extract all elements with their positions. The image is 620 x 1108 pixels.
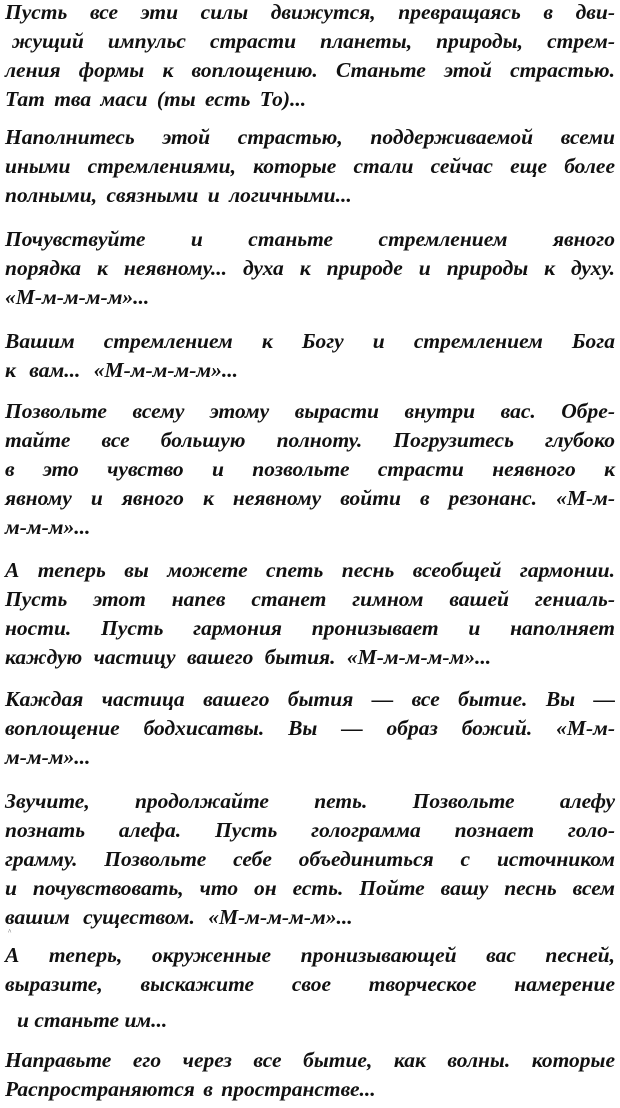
text-line: жущий импульс страсти планеты, природы, стрем- [12, 29, 615, 53]
text-line: Почувствуйте и станьте стремлением явного [5, 227, 615, 251]
text-line: «М-м-м-м-м»... [5, 285, 150, 309]
text-line: тайте все большую полноту. Погрузитесь глубоко [5, 428, 615, 452]
text-line: и почувствовать, что он есть. Пойте вашу песнь всем [5, 876, 615, 900]
text-line: и станьте им... [17, 1008, 168, 1032]
text-line: иными стремлениями, которые стали сейчас еще более [5, 154, 615, 178]
text-line: воплощение бодхисатвы. Вы — образ божий. «М-м- [5, 716, 615, 740]
text-line: Направьте его через все бытие, как волны. которые [5, 1048, 615, 1072]
text-line: м-м-м»... [5, 745, 91, 769]
text-line: порядка к неявному... духа к природе и природы к духу. [5, 256, 615, 280]
text-line: вашим существом. «М-м-м-м-м»... [5, 905, 353, 929]
text-line: каждую частицу вашего бытия. «М-м-м-м-м»... [5, 645, 492, 669]
text-line: полными, связными и логичными... [5, 183, 352, 207]
text-line: в это чувство и позвольте страсти неявного к [5, 457, 615, 481]
text-line: м-м-м»... [5, 515, 91, 539]
text-line: А теперь, окруженные пронизывающей вас песней, [5, 943, 615, 967]
text-line: Пусть все эти силы движутся, превращаясь в дви- [5, 0, 615, 24]
text-line: ности. Пусть гармония пронизывает и наполняет [5, 616, 615, 640]
text-line: Тат тва маси (ты есть То)... [5, 87, 307, 111]
text-line: к вам... «М-м-м-м-м»... [5, 358, 239, 382]
text-line: Пусть этот напев станет гимном вашей гениаль- [5, 587, 615, 611]
margin-mark: ^ [8, 928, 12, 936]
text-line: Звучите, продолжайте петь. Позвольте алефу [5, 789, 615, 813]
text-line: А теперь вы можете спеть песнь всеобщей гармонии. [5, 558, 615, 582]
text-line: Вашим стремлением к Богу и стремлением Бога [5, 329, 615, 353]
text-line: ления формы к воплощению. Станьте этой страстью. [5, 58, 615, 82]
text-line: Позвольте всему этому вырасти внутри вас. Обре- [5, 399, 615, 423]
text-line: явному и явного к неявному войти в резонанс. «М-м- [5, 486, 615, 510]
text-line: познать алефа. Пусть голограмма познает голо- [5, 818, 615, 842]
text-line: грамму. Позвольте себе объединиться с источником [5, 847, 615, 871]
text-line: Каждая частица вашего бытия — все бытие. Вы — [5, 687, 615, 711]
text-line: выразите, выскажите свое творческое намерение [5, 972, 615, 996]
text-line: Распространяются в пространстве... [5, 1077, 376, 1101]
text-line: Наполнитесь этой страстью, поддерживаемой всеми [5, 125, 615, 149]
